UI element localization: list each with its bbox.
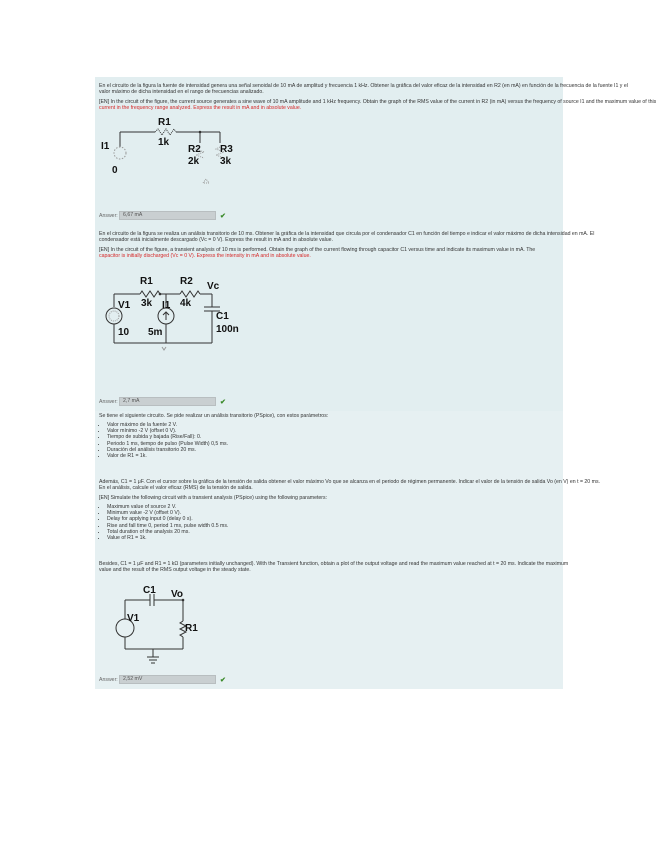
list-item: • Minimum value -2 V (offset 0 V).	[107, 510, 228, 516]
q2-label-R1-value: 3k	[141, 298, 153, 309]
q1-label-R1-value: 1k	[158, 137, 170, 148]
q3-end-text-1: Besides, C1 = 1 μF and R1 = 1 kΩ (parameters initially unchanged). With the Transient function, obtain a plot of the output voltage and read the maximum value reached at t = 20 ms. Indicate the maximum	[99, 561, 569, 567]
list-item: • Value of R1 = 1k.	[107, 535, 228, 541]
q1-label-R3-value: 3k	[220, 156, 232, 167]
q1-label-R1: R1	[158, 117, 171, 128]
list-item: • Rise and fall time 0, period 1 ms, pulse width 0.5 ms.	[107, 523, 228, 529]
list-item: • Valor máximo de la fuente 2 V.	[107, 422, 228, 428]
q1-label-R2: R2	[188, 144, 201, 155]
q3-intro: Se tiene el siguiente circuito. Se pide realizar un análisis transitorio (PSpice), con estos parámetros:	[99, 413, 329, 419]
list-item: • Delay for applying input 0 (delay 0 s).	[107, 516, 228, 522]
list-item: • Tiempo de subida y bajada (Rise/Fall): 0.	[107, 434, 228, 440]
checkmark-icon: ✔	[220, 398, 226, 406]
q1-label-R3: R3	[220, 144, 233, 155]
q1-label-R2-value: 2k	[188, 156, 200, 167]
q3-bullets-en	[101, 504, 228, 541]
q3-bullets-es	[101, 422, 228, 459]
q3-answer-input[interactable]: 2,52 mV	[119, 675, 216, 684]
q2-text-line-1: En el circuito de la figura se realiza un análisis transitorio de 10 ms. Obtener la gráfica de la intensidad que circula por el condensador C1 en función del tiempo e indicar el valor máximo de dicha intensidad en mA. El	[99, 231, 595, 237]
q1-answer-input[interactable]: 6,67 mA	[119, 211, 216, 220]
q2-label-I1-value: 5m	[148, 327, 163, 338]
q3-circuit-diagram	[105, 581, 235, 676]
q2-text-line-4-red: capacitor is initially discharged (Vc = 0 V). Express the intensity in mA and in absolute value.	[99, 253, 311, 259]
question-3-panel	[95, 411, 600, 689]
q1-answer-row	[99, 211, 226, 220]
q1-text-line-1: En el circuito de la figura la fuente de intensidad genera una señal senoidal de 10 mA de amplitud y frecuencia 1 kHz. Obtener la gráfica del valor eficaz de la intensidad en R2 (en mA) en función de la frecuencia de la fuente I1 y el	[99, 83, 628, 89]
question-1-panel	[95, 77, 656, 229]
q3-answer-row	[99, 675, 226, 684]
q3-label-V1: V1	[127, 613, 140, 624]
q2-text-line-2: condensador está inicialmente descargado (Vc = 0 V). Express the result in mA and in absolute value.	[99, 237, 334, 243]
q1-answer-label: Answer:	[99, 212, 118, 219]
q1-text-line-3: [EN] In the circuit of the figure, the current source generates a sine wave of 10 mA amplitude and 1 kHz frequency. Obtain the graph of the RMS value of the current in R2 (in mA) versus the frequency of source I1 and the maximum value of this	[99, 99, 656, 105]
q1-label-I1: I1	[101, 141, 110, 152]
q1-label-I1-value: 0	[112, 165, 118, 176]
q2-answer-label: Answer:	[99, 398, 118, 405]
q2-circuit-diagram	[100, 269, 260, 359]
q3-label-C1: C1	[143, 585, 156, 596]
question-2-panel	[95, 229, 595, 411]
q2-answer-input[interactable]: 2,7 mA	[119, 397, 216, 406]
q3-label-Vo: Vo	[171, 589, 184, 600]
q2-label-C1: C1	[216, 311, 229, 322]
q2-label-R1: R1	[140, 276, 153, 287]
q2-label-V1-value: 10	[118, 327, 130, 338]
list-item: • Total duration of the analysis 20 ms.	[107, 529, 228, 535]
q3-mid-text-1: Además, C1 = 1 μF. Con el cursor sobre la gráfica de la tensión de salida obtener el valor máximo Vo que se alcanza en el periodo de régimen permanente. Indicar el valor de la tensión de salida Vo (en V) en t = 20 ms.	[99, 479, 600, 485]
checkmark-icon: ✔	[220, 676, 226, 684]
list-item: • Valor de R1 = 1k.	[107, 453, 228, 459]
list-item: • Maximum value of source 2 V.	[107, 504, 228, 510]
q2-label-R2: R2	[180, 276, 193, 287]
q2-label-Vc: Vc	[207, 281, 220, 292]
q3-mid-text-2: En el análisis, calcule el valor eficaz (RMS) de la tensión de salida.	[99, 485, 253, 491]
list-item: • Periodo 1 ms, tiempo de pulso (Pulse Width) 0,5 ms.	[107, 441, 228, 447]
q2-text-line-4	[99, 253, 557, 259]
q1-text-line-2: valor máximo de dicha intensidad en el rango de frecuencias analizado.	[99, 89, 264, 95]
q1-text-line-4: current in the frequency range analyzed. Express the result in mA and in absolute value.	[99, 105, 302, 111]
list-item: • Duración del análisis transitorio 20 ms.	[107, 447, 228, 453]
q2-label-C1-value: 100n	[216, 324, 239, 335]
q2-text-line-3: [EN] In the circuit of the figure, a transient analysis of 10 ms is performed. Obtain the graph of the current flowing through capacitor C1 versus time and indicate its maximum value in mA. The	[99, 247, 536, 253]
q1-circuit-diagram	[100, 115, 250, 200]
list-item: • Valor mínimo -2 V (offset 0 V).	[107, 428, 228, 434]
q3-end-text-2: value and the result of the RMS output voltage in the steady state.	[99, 567, 251, 573]
q2-label-R2-value: 4k	[180, 298, 192, 309]
q3-intro-en: [EN] Simulate the following circuit with a transient analysis (PSpice) using the following parameters:	[99, 495, 328, 501]
q3-answer-label: Answer:	[99, 676, 118, 683]
q2-label-V1: V1	[118, 300, 131, 311]
q2-answer-row	[99, 397, 226, 406]
q3-label-R1: R1	[185, 623, 198, 634]
checkmark-icon: ✔	[220, 212, 226, 220]
q2-label-I1: I1	[162, 300, 171, 311]
